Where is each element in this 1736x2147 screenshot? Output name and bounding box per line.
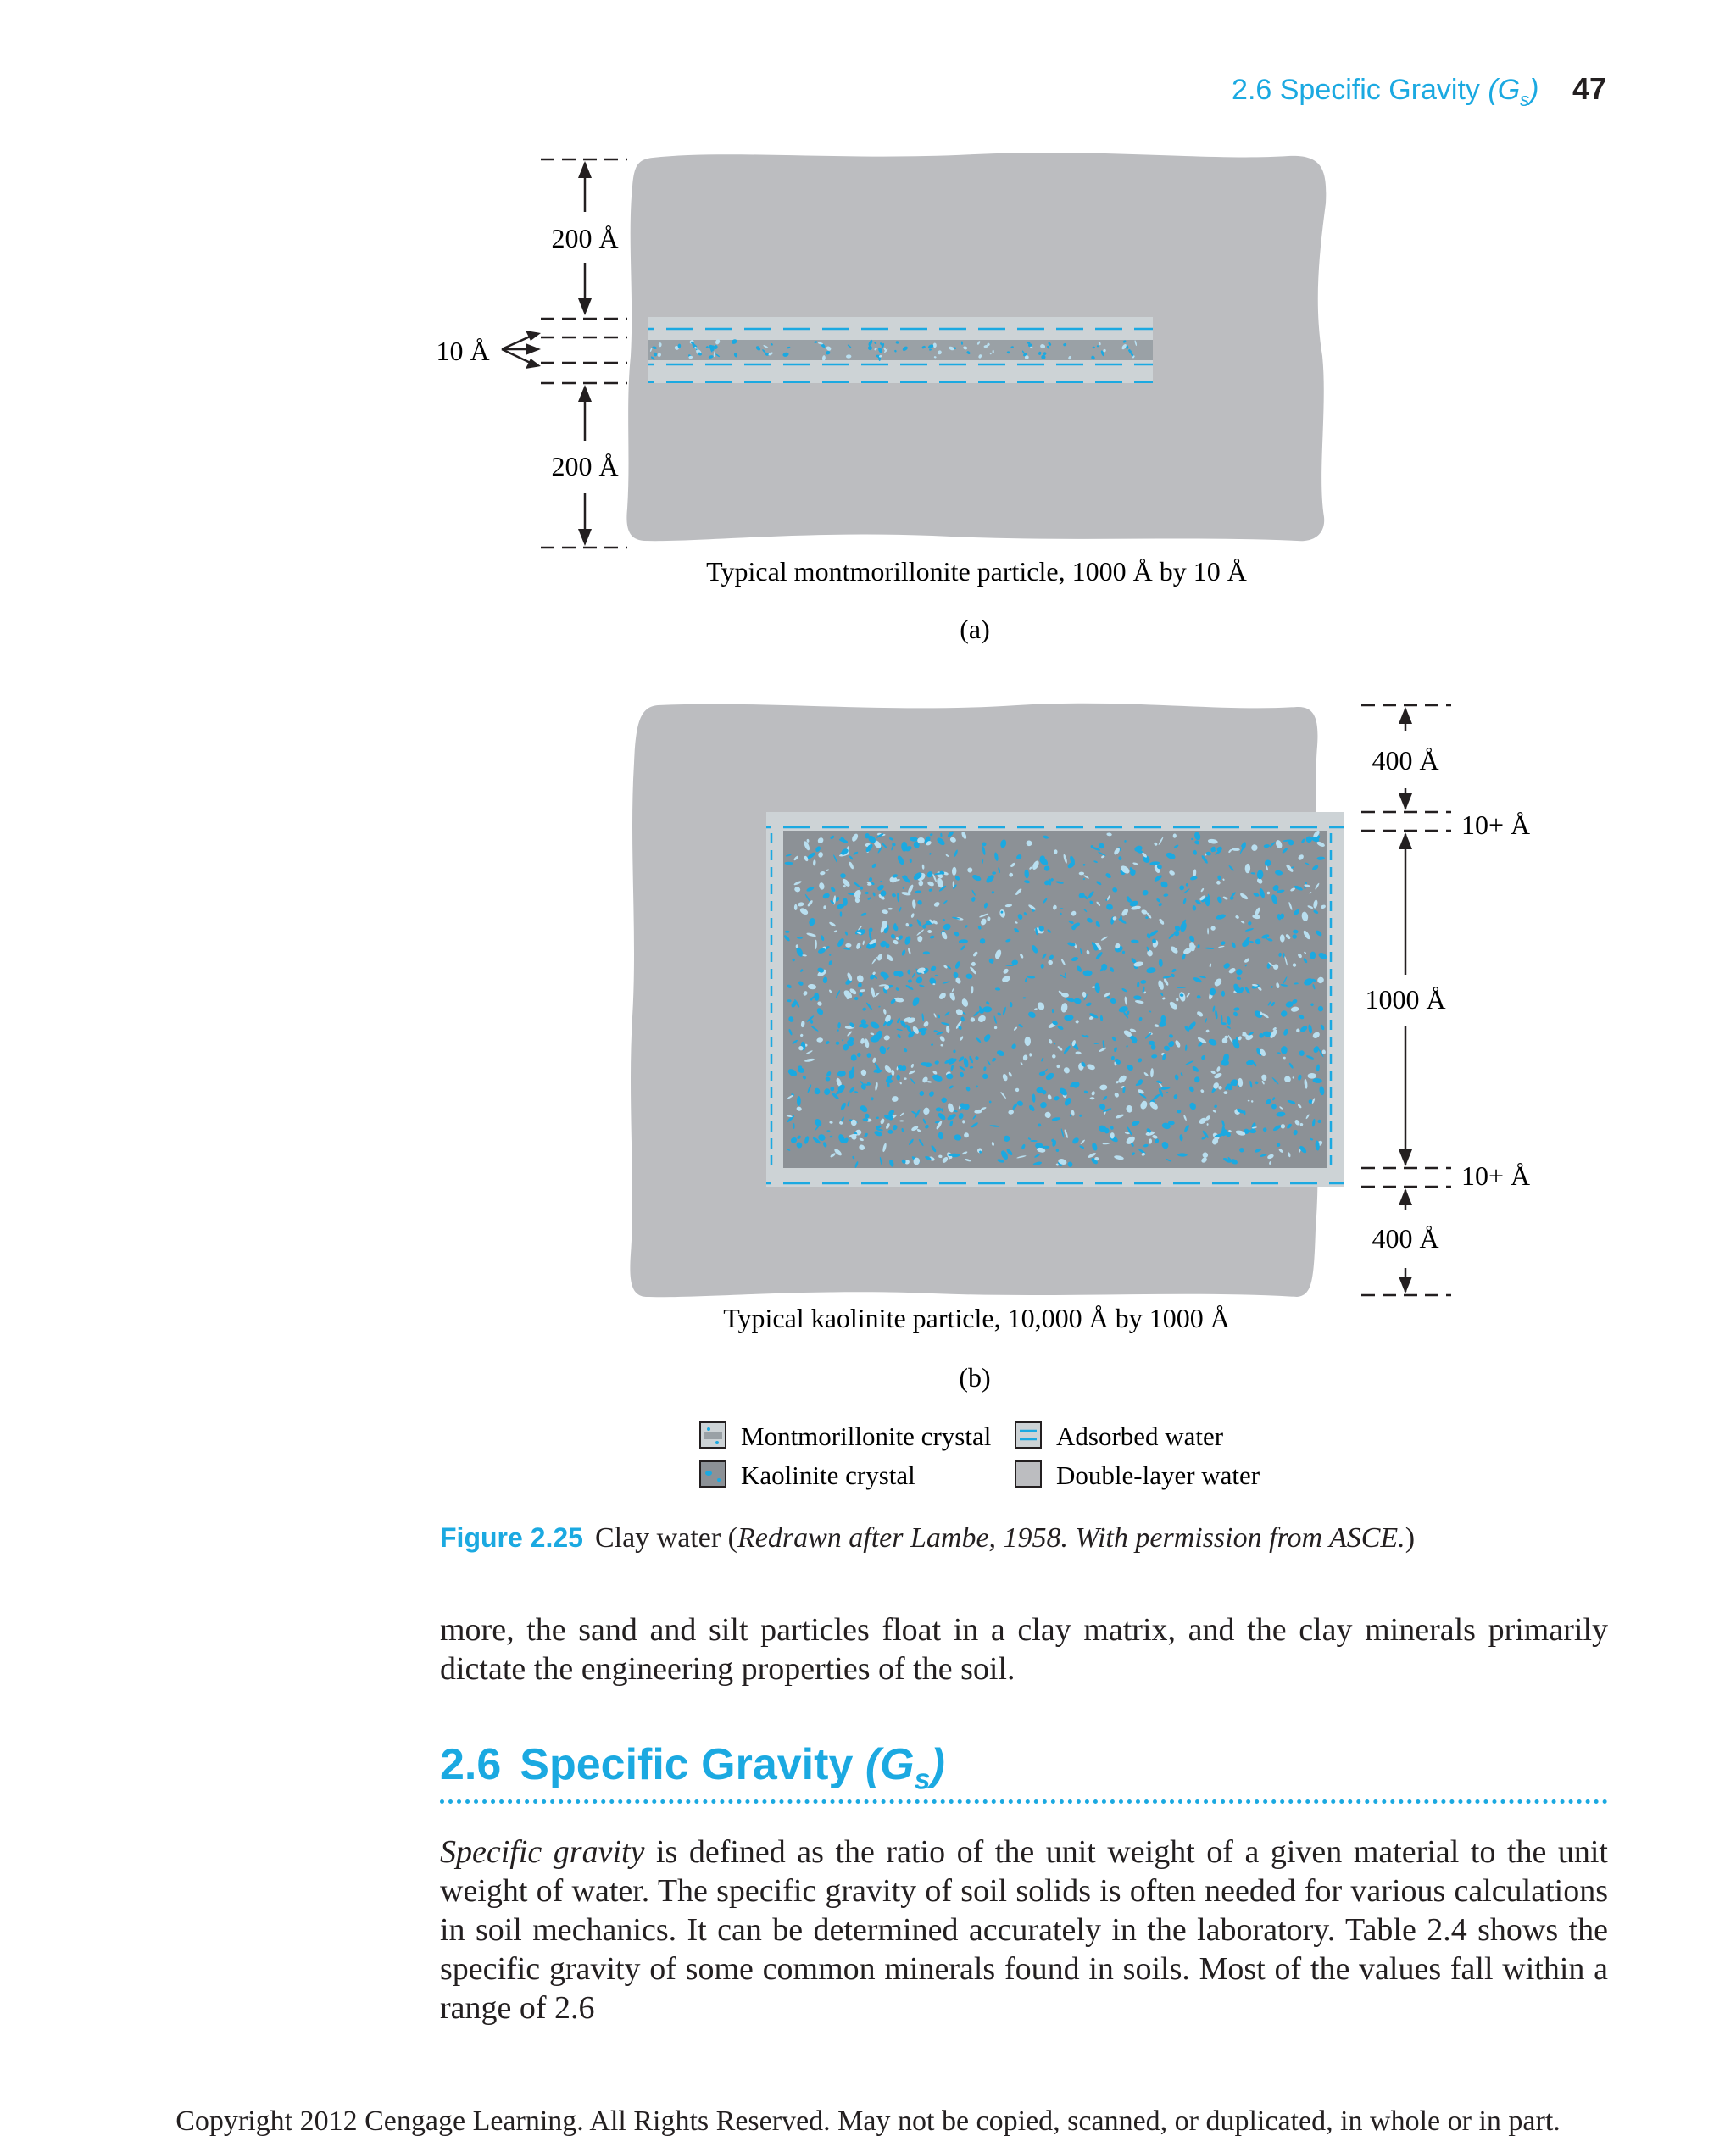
figure-caption-credit: Redrawn after Lambe, 1958. With permission from ASCE. <box>737 1522 1405 1554</box>
dim-b-layer-bottom: 10+ Å <box>1461 1160 1531 1191</box>
paragraph-2 <box>440 1833 1608 2027</box>
dim-b-mid: 1000 Å <box>1365 984 1446 1015</box>
crystal-speck <box>982 1006 992 1012</box>
panel-b-caption: Typical kaolinite particle, 10,000 Å by 1000 Å <box>723 1303 1230 1333</box>
dim-a-bottom: 200 Å <box>551 451 619 481</box>
section-number: 2.6 <box>440 1740 502 1789</box>
crystal-speck <box>830 1087 834 1091</box>
legend-swatch-adsorbed-water <box>1015 1422 1041 1448</box>
panel-a-label: (a) <box>960 614 990 644</box>
figure-caption-text: Clay water ( <box>594 1522 737 1554</box>
legend-label-adsorbed-water: Adsorbed water <box>1056 1421 1224 1451</box>
legend-label-kaolinite: Kaolinite crystal <box>741 1460 915 1490</box>
paragraph-1 <box>440 1610 1608 1688</box>
kaolinite-panel <box>630 704 1530 1393</box>
paragraph-2-text: is defined as the ratio of the unit weight of a given material to the unit weight of water. The specific gravity of soil solids is often needed for various calculations in soil mechanics. It can be determined accurately in the laboratory. Table 2.4 shows the specific gravity of some common minerals found in soils. Most of the values fall within a range of 2.6 <box>440 1834 1608 2026</box>
dim-a-top: 200 Å <box>551 223 619 253</box>
crystal-speck <box>840 911 843 917</box>
crystal-speck <box>1265 860 1271 866</box>
crystal-speck <box>797 1096 801 1106</box>
figure-number: Figure 2.25 <box>440 1522 583 1553</box>
crystal-speck <box>1207 1123 1209 1126</box>
crystal-speck <box>1079 872 1084 876</box>
dimension-arrowheads-a <box>526 161 592 546</box>
section-heading: 2.6 Specific Gravity $(G_s)$ <box>440 1740 945 1796</box>
running-head-symbol: G <box>1497 74 1521 106</box>
paragraph-1-text: more, the sand and silt particles float in a clay matrix, and the clay minerals primarily dictate the engineering properties of the soil. <box>440 1612 1608 1687</box>
kaolinite-crystal <box>783 831 1327 1168</box>
montmorillonite-crystal-a <box>648 340 1153 360</box>
section-subscript: s <box>914 1763 931 1796</box>
dim-b-bottom: 400 Å <box>1372 1223 1439 1254</box>
legend-swatch-montmorillonite <box>700 1422 726 1448</box>
panel-a-caption: Typical montmorillonite particle, 1000 Å by 10 Å <box>706 556 1247 587</box>
dimension-lines-a <box>502 159 627 548</box>
section-title: Specific Gravity <box>520 1740 854 1789</box>
crystal-speck <box>1030 1140 1038 1142</box>
legend-swatch-kaolinite <box>700 1461 726 1487</box>
panel-b-label: (b) <box>959 1362 991 1393</box>
crystal-speck <box>1177 1110 1182 1113</box>
crystal-speck <box>1025 1037 1031 1046</box>
running-head-subscript: s <box>1520 88 1530 110</box>
dim-a-mid: 10 Å <box>436 336 490 366</box>
specific-gravity-term: Specific gravity <box>440 1834 645 1870</box>
section-divider <box>440 1799 1608 1804</box>
crystal-speck <box>1110 1132 1115 1138</box>
legend-label-double-layer-water: Double-layer water <box>1056 1460 1260 1490</box>
page-number: 47 <box>1572 71 1606 106</box>
montmorillonite-panel <box>436 153 1326 644</box>
figure-caption: Figure 2.25 Clay water (Redrawn after Lambe, 1958. With permission from ASCE.) <box>440 1522 1416 1554</box>
running-head: 2.6 Specific Gravity $(G_s)$ 47 <box>1232 71 1606 110</box>
legend-swatch-double-layer-water <box>1015 1461 1041 1487</box>
crystal-speck <box>851 1054 857 1061</box>
figure-legend <box>700 1421 1260 1490</box>
dim-b-top: 400 Å <box>1372 745 1439 776</box>
crystal-speck <box>899 1120 904 1121</box>
dim-b-layer-top: 10+ Å <box>1461 809 1531 840</box>
copyright-footer: Copyright 2012 Cengage Learning. All Rights Reserved. May not be copied, scanned, or duplicated, in whole or in part. <box>175 2105 1561 2137</box>
section-symbol: G <box>880 1740 915 1789</box>
legend-label-montmorillonite: Montmorillonite crystal <box>741 1421 992 1451</box>
running-head-section: 2.6 Specific Gravity <box>1232 74 1480 106</box>
crystal-speck <box>1027 342 1030 344</box>
